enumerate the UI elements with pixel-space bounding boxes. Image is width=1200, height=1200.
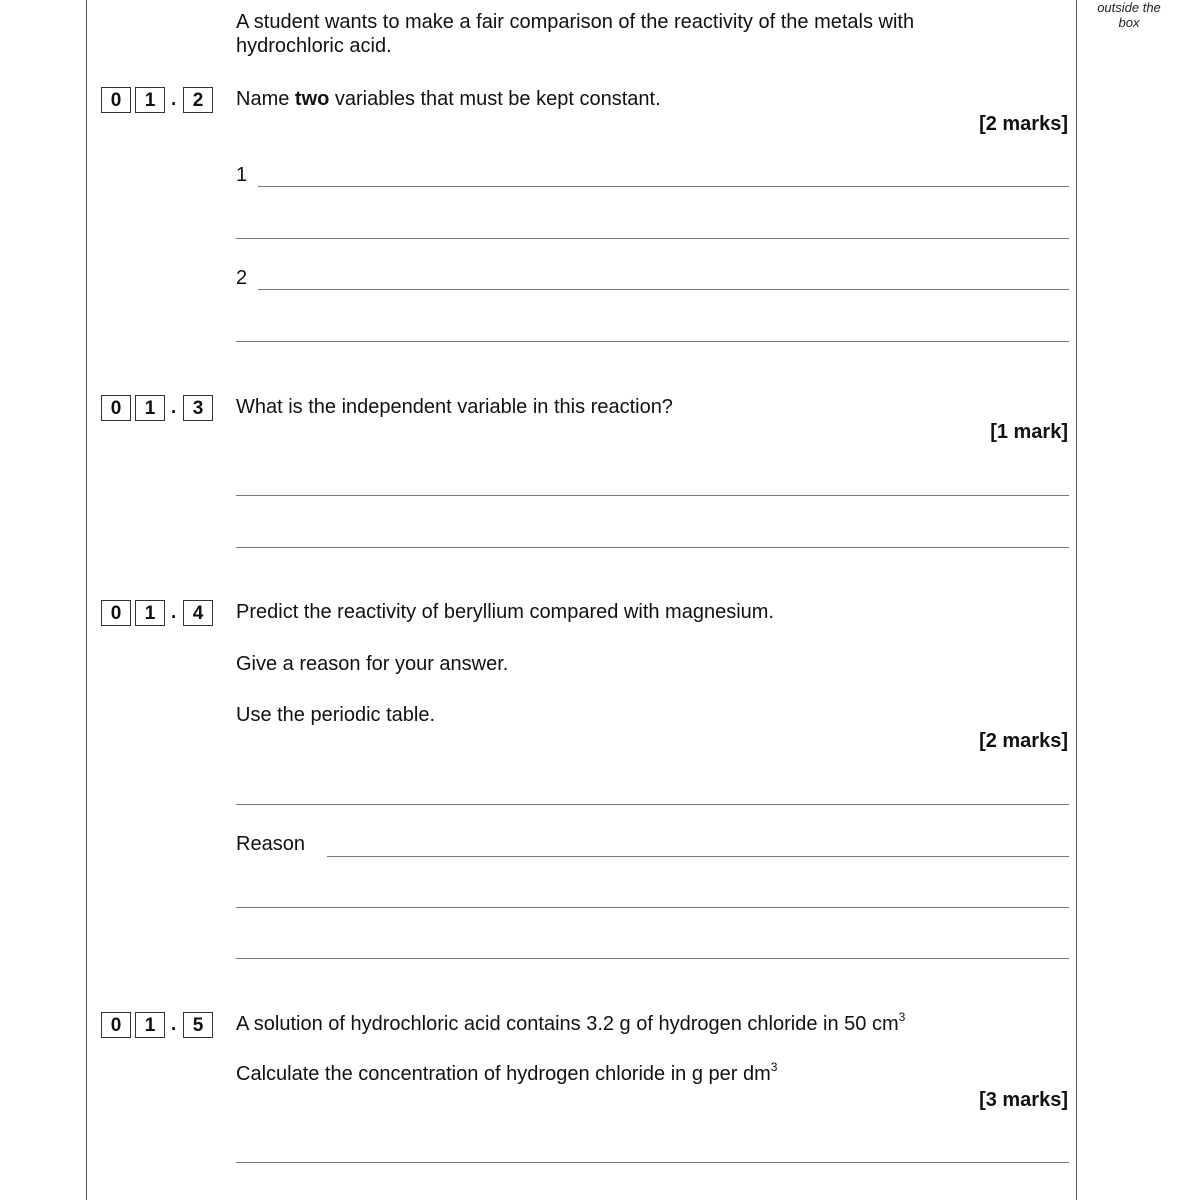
answer-line[interactable] <box>258 289 1069 290</box>
marks-label: [3 marks] <box>979 1089 1068 1111</box>
qnum-digit: 4 <box>183 600 213 626</box>
marks-label: [1 mark] <box>990 421 1068 443</box>
question-instruction: Use the periodic table. <box>236 704 436 726</box>
qnum-digit: 1 <box>135 87 165 113</box>
answer-line[interactable] <box>236 1162 1069 1163</box>
margin-note-line1: outside the <box>1097 0 1161 15</box>
margin-note <box>1082 0 1176 30</box>
qnum-dot: . <box>171 602 177 623</box>
answer-line[interactable] <box>258 186 1069 187</box>
qnum-digit: 0 <box>101 1012 131 1038</box>
margin-note-line2: box <box>1118 15 1140 30</box>
reason-label: Reason <box>236 833 305 855</box>
qnum-digit: 0 <box>101 600 131 626</box>
answer-number: 1 <box>236 164 248 186</box>
qnum-digit: 5 <box>183 1012 213 1038</box>
question-text: Predict the reactivity of beryllium compared with magnesium. <box>236 601 774 623</box>
marks-label: [2 marks] <box>979 113 1068 135</box>
superscript: 3 <box>770 1060 778 1074</box>
marks-label: [2 marks] <box>979 730 1068 752</box>
intro-line-1: A student wants to make a fair comparison of the reactivity of the metals with <box>236 11 915 33</box>
question-number-01-5 <box>101 1012 216 1038</box>
qnum-digit: 1 <box>135 395 165 421</box>
question-text: Name two variables that must be kept constant. <box>236 88 661 110</box>
emphasis: two <box>294 88 330 110</box>
intro-line-2: hydrochloric acid. <box>236 35 392 57</box>
intro-text <box>236 10 1016 58</box>
answer-line[interactable] <box>236 238 1069 239</box>
qnum-dot: . <box>171 89 177 110</box>
answer-line[interactable] <box>236 547 1069 548</box>
qnum-digit: 1 <box>135 600 165 626</box>
answer-number: 2 <box>236 267 248 289</box>
question-number-01-4 <box>101 600 216 626</box>
qnum-digit: 0 <box>101 395 131 421</box>
question-text: What is the independent variable in this reaction? <box>236 396 673 418</box>
answer-line[interactable] <box>327 856 1069 857</box>
qnum-dot: . <box>171 397 177 418</box>
page-border-right <box>1076 0 1077 1200</box>
qnum-digit: 3 <box>183 395 213 421</box>
answer-line[interactable] <box>236 907 1069 908</box>
question-instruction: Give a reason for your answer. <box>236 653 509 675</box>
answer-line[interactable] <box>236 804 1069 805</box>
superscript: 3 <box>898 1010 906 1024</box>
question-number-01-2 <box>101 87 216 113</box>
qnum-digit: 1 <box>135 1012 165 1038</box>
page-border-left <box>86 0 87 1200</box>
qnum-digit: 0 <box>101 87 131 113</box>
qnum-dot: . <box>171 1014 177 1035</box>
question-instruction: Calculate the concentration of hydrogen chloride in g per $dm^3$ <box>236 1060 778 1085</box>
answer-line[interactable] <box>236 495 1069 496</box>
answer-line[interactable] <box>236 341 1069 342</box>
question-text: A solution of hydrochloric acid contains 3.2 g of hydrogen chloride in 50 $cm^3$ <box>236 1010 906 1035</box>
qnum-digit: 2 <box>183 87 213 113</box>
question-number-01-3 <box>101 395 216 421</box>
answer-line[interactable] <box>236 958 1069 959</box>
